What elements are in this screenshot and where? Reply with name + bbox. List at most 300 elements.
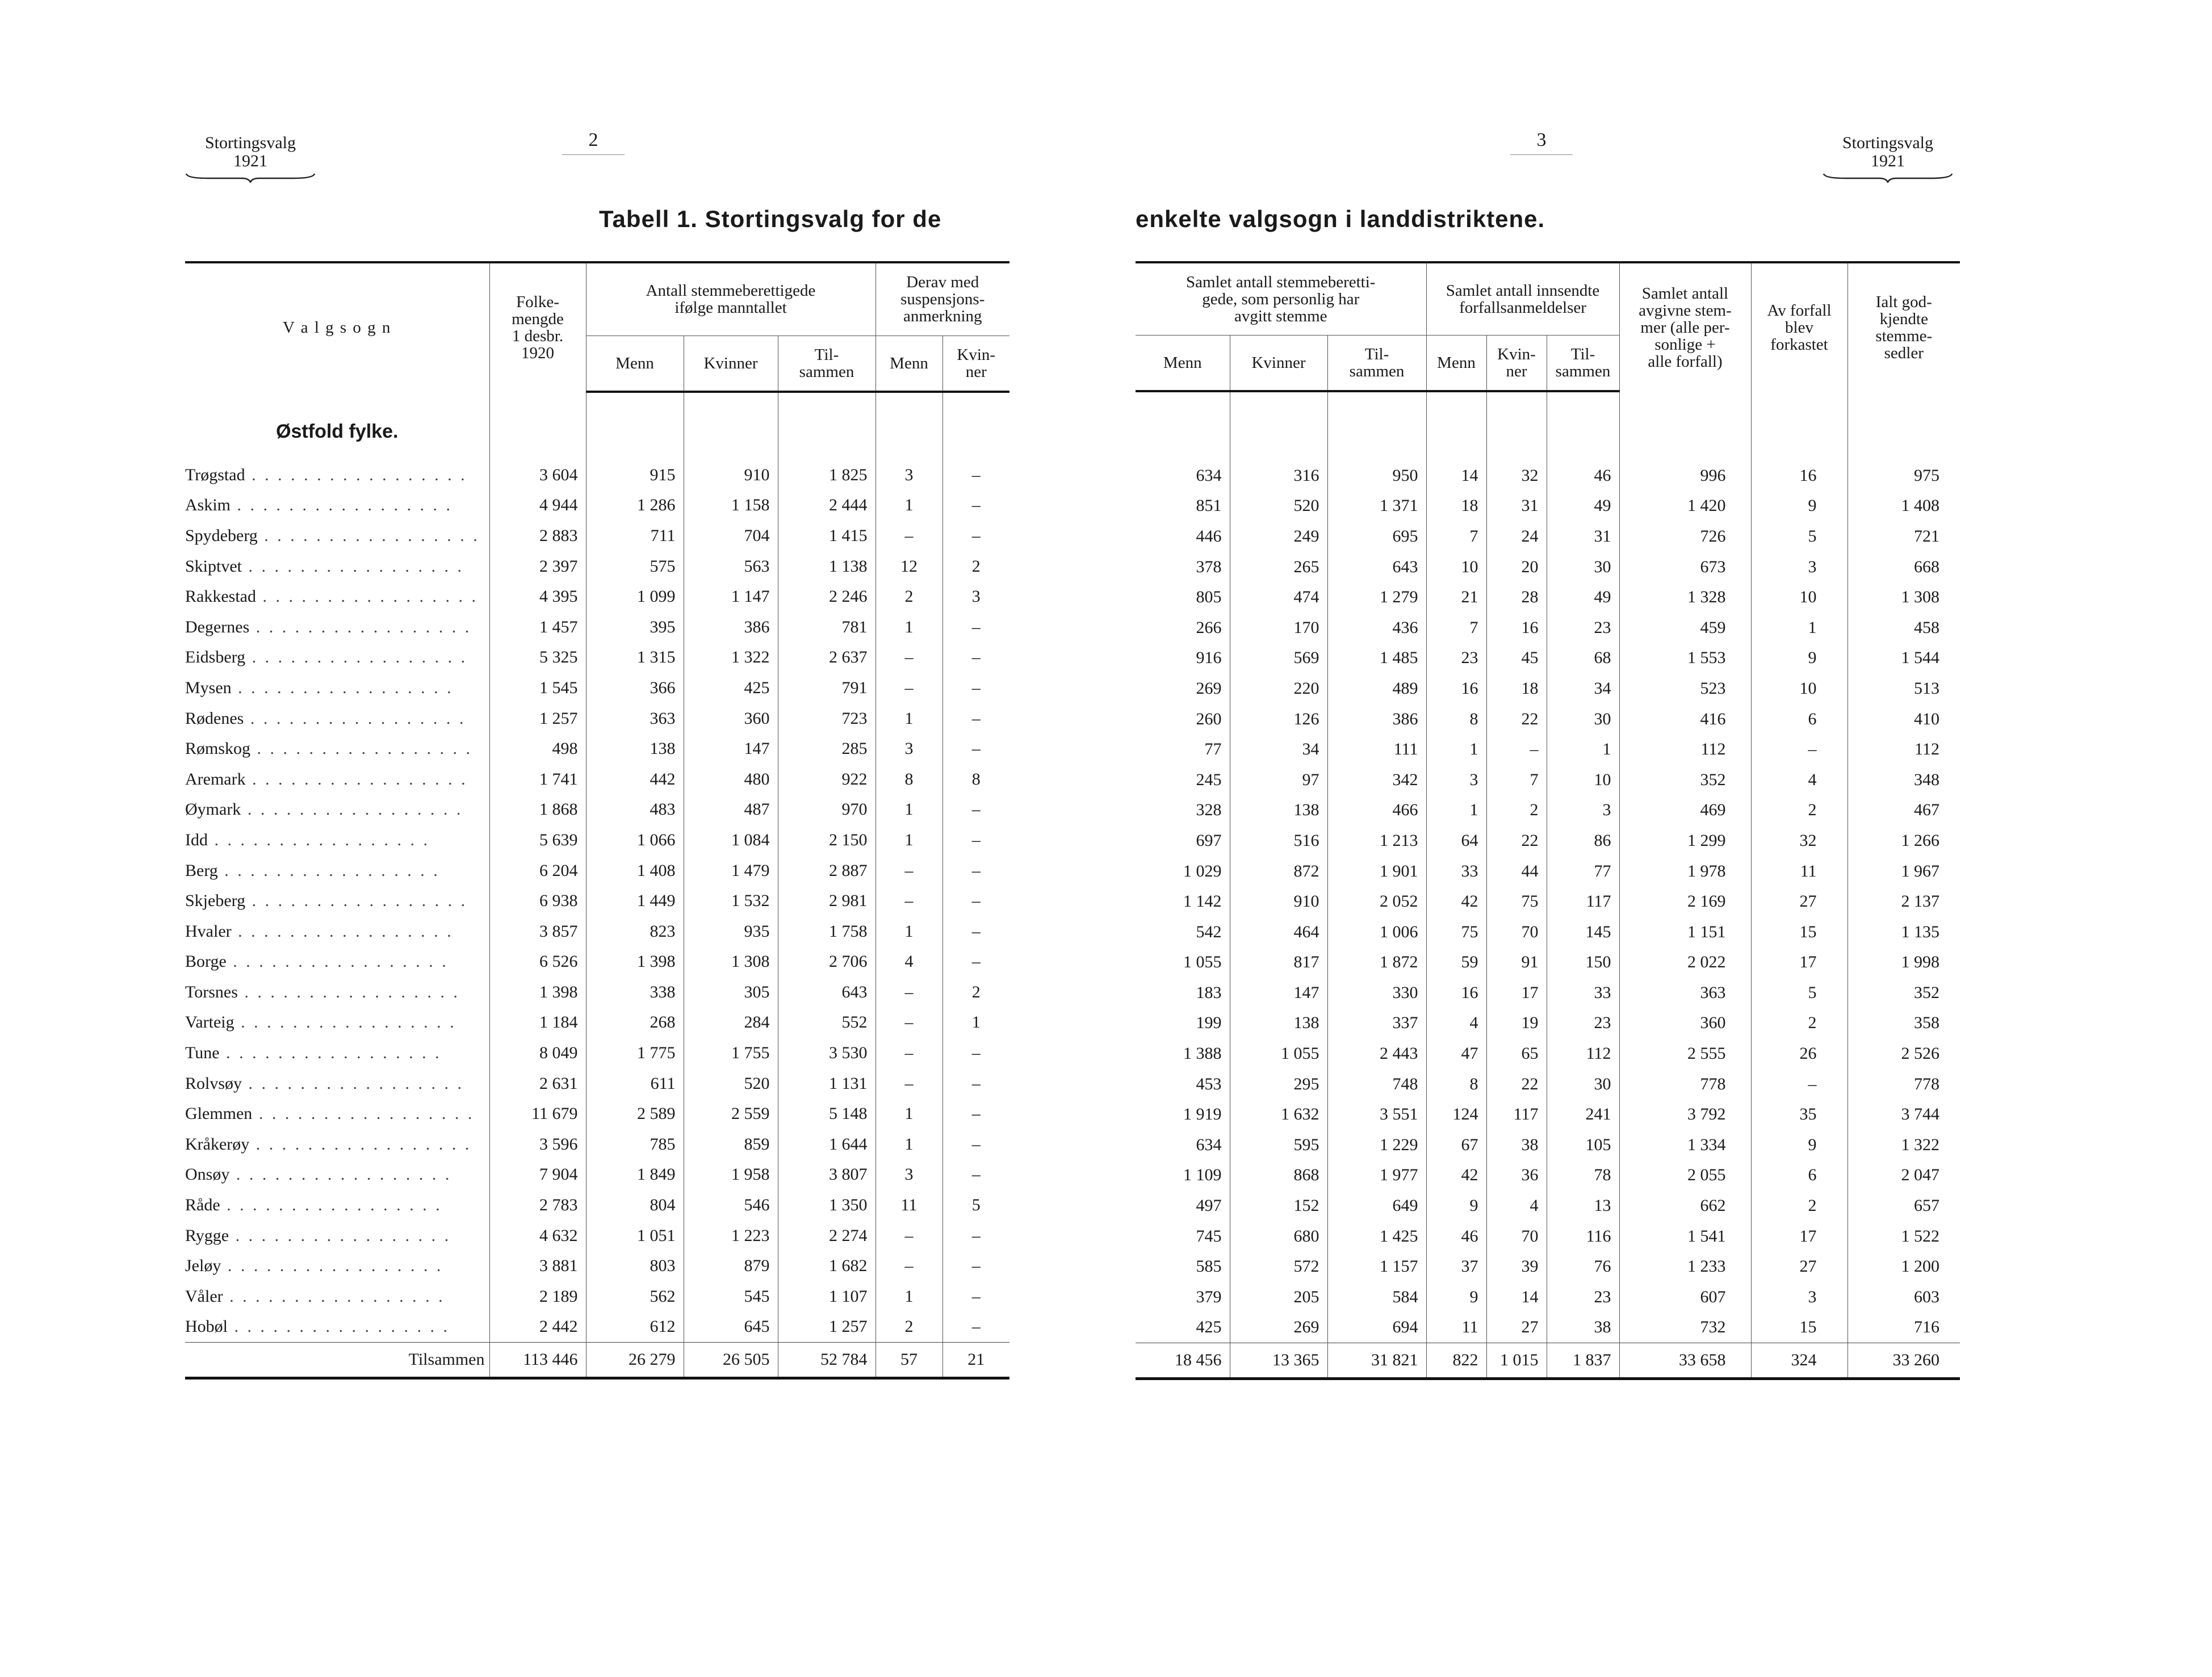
- dot-leader: . . . . . . . . . . . . . . . . .: [221, 1256, 443, 1276]
- derav-kvinner-cell: –: [942, 916, 1009, 947]
- derav-kvinner-cell: –: [942, 521, 1009, 551]
- left-page-number: 2: [588, 129, 598, 150]
- kvinner-cell: 935: [684, 916, 778, 947]
- forfall-menn-cell: 42: [1426, 1160, 1486, 1191]
- header-personlig-menn: Menn: [1136, 336, 1230, 392]
- folkemengde-cell: 1 868: [489, 795, 586, 825]
- forfall-kvinner-cell: 4: [1486, 1190, 1547, 1221]
- valgsogn-name: [185, 490, 489, 521]
- valgsogn-label: Torsnes: [185, 982, 238, 1001]
- valgsogn-label: Berg: [185, 861, 218, 880]
- godkjendte-cell: 721: [1847, 521, 1960, 552]
- table-row: [185, 490, 1009, 521]
- personlig-menn-cell: 269: [1196, 678, 1222, 698]
- derav-menn-cell: 11: [875, 1190, 942, 1221]
- personlig-menn-cell: 1 142: [1183, 892, 1222, 911]
- forfall-kvinner-cell: 70: [1486, 1221, 1547, 1252]
- menn-cell: 575: [586, 551, 684, 582]
- forkastet-cell: 27: [1751, 886, 1847, 917]
- dot-leader: . . . . . . . . . . . . . . . . .: [245, 648, 468, 667]
- derav-kvinner-cell: 5: [942, 1190, 1009, 1221]
- table-row: [1136, 460, 1960, 491]
- forfall-tilsammen-cell: 86: [1547, 825, 1619, 856]
- forfall-tilsammen-cell: 78: [1547, 1160, 1619, 1191]
- derav-kvinner-cell: –: [942, 1099, 1009, 1129]
- menn-cell: 1 849: [586, 1160, 684, 1190]
- folkemengde-cell: 1 741: [489, 764, 586, 795]
- derav-menn-cell: –: [875, 1008, 942, 1038]
- tilsammen-cell: 285: [778, 733, 875, 764]
- personlig-tilsammen-cell: 1 901: [1327, 856, 1426, 887]
- valgsogn-name: [185, 1312, 489, 1343]
- table-row: [185, 733, 1009, 764]
- dot-leader: . . . . . . . . . . . . . . . . .: [234, 1013, 456, 1032]
- folkemengde-cell: 1 184: [489, 1008, 586, 1038]
- valgsogn-name: [185, 977, 489, 1008]
- dot-leader: . . . . . . . . . . . . . . . . .: [231, 678, 454, 697]
- valgsogn-name: [185, 1190, 489, 1221]
- personlig-tilsammen-cell: 386: [1327, 704, 1426, 735]
- totals-menn: 26 279: [586, 1343, 684, 1378]
- table-row: [1136, 1099, 1960, 1130]
- derav-menn-cell: 1: [875, 490, 942, 521]
- folkemengde-cell: 11 679: [489, 1099, 586, 1129]
- samlet-avgivne-cell: 2 555: [1619, 1038, 1751, 1069]
- personlig-kvinner-cell: 170: [1230, 613, 1327, 643]
- forfall-kvinner-cell: 24: [1486, 521, 1547, 552]
- forfall-menn-cell: 7: [1426, 521, 1486, 552]
- dot-leader: . . . . . . . . . . . . . . . . .: [228, 1317, 450, 1336]
- personlig-tilsammen-cell: 330: [1327, 978, 1426, 1008]
- samlet-avgivne-cell: 1 334: [1619, 1130, 1751, 1160]
- table-row: [185, 947, 1009, 978]
- left-running-head: [185, 134, 316, 183]
- derav-kvinner-cell: –: [942, 612, 1009, 643]
- folkemengde-cell: 1 457: [489, 612, 586, 643]
- table-row: [1136, 1282, 1960, 1313]
- dot-leader: . . . . . . . . . . . . . . . . .: [252, 1104, 475, 1123]
- table-row: [1136, 673, 1960, 704]
- valgsogn-label: Skjeberg: [185, 891, 246, 911]
- table-row: [185, 1190, 1009, 1221]
- derav-kvinner-cell: 2: [942, 977, 1009, 1008]
- derav-kvinner-cell: –: [942, 460, 1009, 490]
- valgsogn-label: Rødenes: [185, 708, 244, 728]
- forfall-kvinner-cell: –: [1486, 734, 1547, 765]
- table-row: [185, 521, 1009, 551]
- valgsogn-label: Degernes: [185, 617, 250, 636]
- personlig-menn-cell: 183: [1196, 983, 1222, 1002]
- derav-menn-cell: –: [875, 521, 942, 551]
- valgsogn-name: [185, 1160, 489, 1190]
- dot-leader: . . . . . . . . . . . . . . . . .: [237, 982, 460, 1001]
- page-number-rule: [562, 154, 625, 155]
- valgsogn-name: [185, 916, 489, 947]
- forkastet-cell: 3: [1751, 552, 1847, 582]
- table-row: [185, 1160, 1009, 1190]
- forfall-menn-cell: 59: [1426, 947, 1486, 978]
- tilsammen-cell: 2 150: [778, 825, 875, 856]
- forkastet-cell: –: [1751, 1069, 1847, 1100]
- tilsammen-cell: 1 350: [778, 1190, 875, 1221]
- forfall-menn-cell: 37: [1426, 1251, 1486, 1282]
- godkjendte-cell: 1 522: [1847, 1221, 1960, 1252]
- kvinner-cell: 480: [684, 764, 778, 795]
- forfall-menn-cell: 10: [1426, 552, 1486, 582]
- header-folkemengde: Folke- mengde 1 desbr. 1920: [489, 262, 586, 392]
- dot-leader: . . . . . . . . . . . . . . . . .: [219, 1043, 442, 1063]
- personlig-tilsammen-cell: 694: [1327, 1313, 1426, 1343]
- personlig-tilsammen-cell: 436: [1327, 613, 1426, 643]
- samlet-avgivne-cell: 1 420: [1619, 491, 1751, 522]
- samlet-avgivne-cell: 360: [1619, 1008, 1751, 1039]
- folkemengde-cell: 5 325: [489, 643, 586, 673]
- menn-cell: 363: [586, 703, 684, 734]
- header-samlet-avgivne: Samlet antall avgivne stem- mer (alle per- sonlige + alle forfall): [1619, 262, 1751, 391]
- derav-menn-cell: 3: [875, 1160, 942, 1190]
- derav-kvinner-cell: –: [942, 886, 1009, 916]
- valgsogn-name: [185, 673, 489, 703]
- samlet-avgivne-cell: 778: [1619, 1069, 1751, 1100]
- forfall-kvinner-cell: 45: [1486, 643, 1547, 674]
- godkjendte-cell: 668: [1847, 552, 1960, 582]
- table-row: [1136, 552, 1960, 582]
- table-row: [185, 1038, 1009, 1068]
- forfall-tilsammen-cell: 49: [1547, 582, 1619, 613]
- valgsogn-name: [185, 886, 489, 916]
- menn-cell: 1 449: [586, 886, 684, 916]
- table-row: [185, 856, 1009, 886]
- forfall-tilsammen-cell: 116: [1547, 1221, 1619, 1252]
- menn-cell: 562: [586, 1281, 684, 1312]
- tilsammen-cell: 1 682: [778, 1251, 875, 1281]
- forfall-tilsammen-cell: 33: [1547, 978, 1619, 1008]
- left-election-table: [185, 261, 1009, 1380]
- derav-menn-cell: 4: [875, 947, 942, 978]
- forfall-kvinner-cell: 36: [1486, 1160, 1547, 1191]
- forfall-kvinner-cell: 91: [1486, 947, 1547, 978]
- tilsammen-cell: 1 107: [778, 1281, 875, 1312]
- forkastet-cell: 5: [1751, 978, 1847, 1008]
- samlet-avgivne-cell: 2 169: [1619, 886, 1751, 917]
- personlig-tilsammen-cell: 1 279: [1327, 582, 1426, 613]
- samlet-avgivne-cell: 1 151: [1619, 917, 1751, 947]
- kvinner-cell: 425: [684, 673, 778, 703]
- forfall-menn-cell: 7: [1426, 613, 1486, 643]
- forfall-tilsammen-cell: 68: [1547, 643, 1619, 674]
- valgsogn-name: [185, 521, 489, 551]
- forfall-menn-cell: 16: [1426, 978, 1486, 1008]
- forfall-tilsammen-cell: 10: [1547, 765, 1619, 795]
- personlig-tilsammen-cell: 337: [1327, 1008, 1426, 1039]
- personlig-tilsammen-cell: 1 157: [1327, 1251, 1426, 1282]
- tilsammen-cell: 1 644: [778, 1129, 875, 1160]
- menn-cell: 1 099: [586, 581, 684, 612]
- table-row: [1136, 917, 1960, 947]
- kvinner-cell: 1 084: [684, 825, 778, 856]
- table-row: [1136, 795, 1960, 826]
- table-row: [1136, 521, 1960, 552]
- forfall-tilsammen-cell: 3: [1547, 795, 1619, 826]
- right-table-title: enkelte valgsogn i landdistriktene.: [1136, 206, 1545, 232]
- header-forfall-kvinner: Kvin- ner: [1486, 336, 1547, 392]
- table-row: [1136, 1251, 1960, 1282]
- personlig-kvinner-cell: 520: [1230, 491, 1327, 522]
- folkemengde-cell: 3 596: [489, 1129, 586, 1160]
- personlig-kvinner-cell: 872: [1230, 856, 1327, 887]
- kvinner-cell: 386: [684, 612, 778, 643]
- totals-personlig-menn: 18 456: [1136, 1343, 1230, 1379]
- table-row: [1136, 1130, 1960, 1160]
- derav-menn-cell: 3: [875, 460, 942, 490]
- samlet-avgivne-cell: 1 978: [1619, 856, 1751, 887]
- derav-kvinner-cell: –: [942, 643, 1009, 673]
- right-running-head: [1823, 134, 1953, 183]
- folkemengde-cell: 4 632: [489, 1221, 586, 1251]
- forfall-kvinner-cell: 75: [1486, 886, 1547, 917]
- header-personlig-avgitt: Samlet antall stemmeberetti- gede, som personlig har avgitt stemme: [1136, 262, 1426, 336]
- valgsogn-label: Aremark: [185, 769, 246, 789]
- kvinner-cell: 1 147: [684, 581, 778, 612]
- forfall-kvinner-cell: 18: [1486, 673, 1547, 704]
- godkjendte-cell: 603: [1847, 1282, 1960, 1313]
- godkjendte-cell: 778: [1847, 1069, 1960, 1100]
- kvinner-cell: 284: [684, 1008, 778, 1038]
- kvinner-cell: 1 223: [684, 1221, 778, 1251]
- forfall-kvinner-cell: 38: [1486, 1130, 1547, 1160]
- valgsogn-label: Mysen: [185, 678, 232, 697]
- personlig-menn-cell: 379: [1196, 1287, 1222, 1306]
- tilsammen-cell: 922: [778, 764, 875, 795]
- derav-menn-cell: 1: [875, 916, 942, 947]
- forfall-tilsammen-cell: 30: [1547, 552, 1619, 582]
- godkjendte-cell: 716: [1847, 1313, 1960, 1343]
- forfall-kvinner-cell: 22: [1486, 825, 1547, 856]
- godkjendte-cell: 410: [1847, 704, 1960, 735]
- menn-cell: 915: [586, 460, 684, 490]
- personlig-kvinner-cell: 516: [1230, 825, 1327, 856]
- personlig-kvinner-cell: 126: [1230, 704, 1327, 735]
- folkemengde-cell: 3 857: [489, 916, 586, 947]
- godkjendte-cell: 1 967: [1847, 856, 1960, 887]
- kvinner-cell: 546: [684, 1190, 778, 1221]
- forkastet-cell: 9: [1751, 643, 1847, 674]
- header-derav-suspensjon: Derav med suspensjons- anmerkning: [875, 262, 1009, 336]
- table-row: [1136, 643, 1960, 674]
- personlig-tilsammen-cell: 1 485: [1327, 643, 1426, 674]
- forfall-menn-cell: 46: [1426, 1221, 1486, 1252]
- valgsogn-label: Rolvsøy: [185, 1074, 242, 1093]
- header-tilsammen: Til- sammen: [778, 336, 875, 392]
- menn-cell: 804: [586, 1190, 684, 1221]
- valgsogn-name: [185, 856, 489, 886]
- totals-personlig-tilsammen: 31 821: [1327, 1343, 1426, 1379]
- tilsammen-cell: 2 444: [778, 490, 875, 521]
- forfall-menn-cell: 4: [1426, 1008, 1486, 1039]
- folkemengde-cell: 4 395: [489, 581, 586, 612]
- folkemengde-cell: 2 783: [489, 1190, 586, 1221]
- personlig-menn-cell: 199: [1196, 1013, 1222, 1033]
- valgsogn-label: Borge: [185, 952, 227, 971]
- tilsammen-cell: 3 530: [778, 1038, 875, 1068]
- derav-kvinner-cell: 2: [942, 551, 1009, 582]
- kvinner-cell: 1 755: [684, 1038, 778, 1068]
- personlig-menn-cell: 916: [1196, 648, 1222, 668]
- derav-menn-cell: –: [875, 1251, 942, 1281]
- personlig-menn-cell: 328: [1196, 800, 1222, 820]
- totals-forfall-tilsammen: 1 837: [1547, 1343, 1619, 1379]
- dot-leader: . . . . . . . . . . . . . . . . .: [217, 861, 440, 880]
- forfall-kvinner-cell: 70: [1486, 917, 1547, 947]
- forfall-tilsammen-cell: 38: [1547, 1313, 1619, 1343]
- forkastet-cell: 35: [1751, 1099, 1847, 1130]
- menn-cell: 611: [586, 1068, 684, 1099]
- personlig-tilsammen-cell: 950: [1327, 460, 1426, 491]
- table-row: [185, 916, 1009, 947]
- folkemengde-cell: 6 938: [489, 886, 586, 916]
- table-row: [185, 764, 1009, 795]
- personlig-menn-cell: 378: [1196, 557, 1222, 576]
- valgsogn-label: Våler: [185, 1286, 223, 1306]
- dot-leader: . . . . . . . . . . . . . . . . .: [226, 952, 449, 971]
- valgsogn-label: Tune: [185, 1043, 220, 1063]
- forkastet-cell: 27: [1751, 1251, 1847, 1282]
- table-row: [185, 612, 1009, 643]
- personlig-menn-cell: 446: [1196, 526, 1222, 546]
- forfall-kvinner-cell: 32: [1486, 460, 1547, 491]
- derav-menn-cell: –: [875, 856, 942, 886]
- kvinner-cell: 487: [684, 795, 778, 825]
- table-row: [185, 1221, 1009, 1251]
- valgsogn-name: [185, 1251, 489, 1281]
- derav-menn-cell: 2: [875, 1312, 942, 1343]
- personlig-tilsammen-cell: 1 213: [1327, 825, 1426, 856]
- forfall-kvinner-cell: 2: [1486, 795, 1547, 826]
- tilsammen-cell: 2 246: [778, 581, 875, 612]
- personlig-menn-cell: 634: [1196, 466, 1222, 485]
- godkjendte-cell: 1 544: [1847, 643, 1960, 674]
- tilsammen-cell: 2 274: [778, 1221, 875, 1251]
- samlet-avgivne-cell: 1 541: [1619, 1221, 1751, 1252]
- personlig-kvinner-cell: 265: [1230, 552, 1327, 582]
- forfall-tilsammen-cell: 145: [1547, 917, 1619, 947]
- table-row: [1136, 978, 1960, 1008]
- personlig-kvinner-cell: 295: [1230, 1069, 1327, 1100]
- section-title: Østfold fylke.: [276, 420, 399, 442]
- header-valgsogn: V a l g s o g n: [185, 262, 489, 392]
- forkastet-cell: 6: [1751, 1160, 1847, 1191]
- table-row: [185, 1068, 1009, 1099]
- kvinner-cell: 1 479: [684, 856, 778, 886]
- derav-menn-cell: 12: [875, 551, 942, 582]
- forfall-kvinner-cell: 44: [1486, 856, 1547, 887]
- valgsogn-name: [185, 795, 489, 825]
- derav-menn-cell: –: [875, 1068, 942, 1099]
- kvinner-cell: 520: [684, 1068, 778, 1099]
- header-derav-kvinner: Kvin- ner: [942, 336, 1009, 392]
- derav-kvinner-cell: 1: [942, 1008, 1009, 1038]
- personlig-menn-cell: 805: [1196, 588, 1222, 607]
- tilsammen-cell: 552: [778, 1008, 875, 1038]
- forfall-tilsammen-cell: 23: [1547, 1282, 1619, 1313]
- derav-menn-cell: 2: [875, 581, 942, 612]
- personlig-tilsammen-cell: 466: [1327, 795, 1426, 826]
- forfall-tilsammen-cell: 46: [1547, 460, 1619, 491]
- table-row: [1136, 1160, 1960, 1191]
- derav-kvinner-cell: –: [942, 1129, 1009, 1160]
- kvinner-cell: 1 532: [684, 886, 778, 916]
- header-kvinner: Kvinner: [684, 336, 778, 392]
- header-personlig-kvinner: Kvinner: [1230, 336, 1327, 392]
- forkastet-cell: 15: [1751, 917, 1847, 947]
- kvinner-cell: 545: [684, 1281, 778, 1312]
- left-running-head-title: Stortingsvalg: [204, 133, 296, 152]
- forfall-menn-cell: 8: [1426, 704, 1486, 735]
- tilsammen-cell: 2 637: [778, 643, 875, 673]
- dot-leader: . . . . . . . . . . . . . . . . .: [231, 496, 453, 515]
- derav-menn-cell: –: [875, 1038, 942, 1068]
- forfall-menn-cell: 75: [1426, 917, 1486, 947]
- table-row: [1136, 1069, 1960, 1100]
- kvinner-cell: 1 958: [684, 1160, 778, 1190]
- godkjendte-cell: 1 408: [1847, 491, 1960, 522]
- table-row: [185, 673, 1009, 703]
- tilsammen-cell: 1 138: [778, 551, 875, 582]
- header-forfall-menn: Menn: [1426, 336, 1486, 392]
- personlig-tilsammen-cell: 1 371: [1327, 491, 1426, 522]
- kvinner-cell: 1 158: [684, 490, 778, 521]
- forfall-tilsammen-cell: 23: [1547, 1008, 1619, 1039]
- forfall-tilsammen-cell: 30: [1547, 704, 1619, 735]
- table-row: [185, 886, 1009, 916]
- personlig-tilsammen-cell: 1 229: [1327, 1130, 1426, 1160]
- kvinner-cell: 704: [684, 521, 778, 551]
- derav-kvinner-cell: 3: [942, 581, 1009, 612]
- table-row: [185, 460, 1009, 490]
- samlet-avgivne-cell: 523: [1619, 673, 1751, 704]
- derav-menn-cell: –: [875, 886, 942, 916]
- menn-cell: 1 315: [586, 643, 684, 673]
- left-table-header: [185, 262, 1009, 392]
- valgsogn-label: Rakkestad: [185, 587, 256, 606]
- godkjendte-cell: 2 526: [1847, 1038, 1960, 1069]
- forfall-tilsammen-cell: 49: [1547, 491, 1619, 522]
- valgsogn-name: [185, 1129, 489, 1160]
- menn-cell: 1 051: [586, 1221, 684, 1251]
- valgsogn-label: Spydeberg: [185, 526, 258, 545]
- forfall-tilsammen-cell: 241: [1547, 1099, 1619, 1130]
- samlet-avgivne-cell: 662: [1619, 1190, 1751, 1221]
- personlig-menn-cell: 634: [1196, 1135, 1222, 1154]
- forfall-tilsammen-cell: 76: [1547, 1251, 1619, 1282]
- derav-menn-cell: 1: [875, 703, 942, 734]
- folkemengde-cell: 7 904: [489, 1160, 586, 1190]
- folkemengde-cell: 4 944: [489, 490, 586, 521]
- derav-menn-cell: 1: [875, 612, 942, 643]
- derav-kvinner-cell: –: [942, 1068, 1009, 1099]
- personlig-kvinner-cell: 595: [1230, 1130, 1327, 1160]
- table-row: [1136, 704, 1960, 735]
- forfall-kvinner-cell: 31: [1486, 491, 1547, 522]
- forfall-kvinner-cell: 117: [1486, 1099, 1547, 1130]
- totals-derav-kvinner: 21: [942, 1343, 1009, 1378]
- forfall-menn-cell: 14: [1426, 460, 1486, 491]
- personlig-kvinner-cell: 817: [1230, 947, 1327, 978]
- folkemengde-cell: 1 398: [489, 977, 586, 1008]
- dot-leader: . . . . . . . . . . . . . . . . .: [257, 526, 480, 545]
- samlet-avgivne-cell: 469: [1619, 795, 1751, 826]
- forkastet-cell: 26: [1751, 1038, 1847, 1069]
